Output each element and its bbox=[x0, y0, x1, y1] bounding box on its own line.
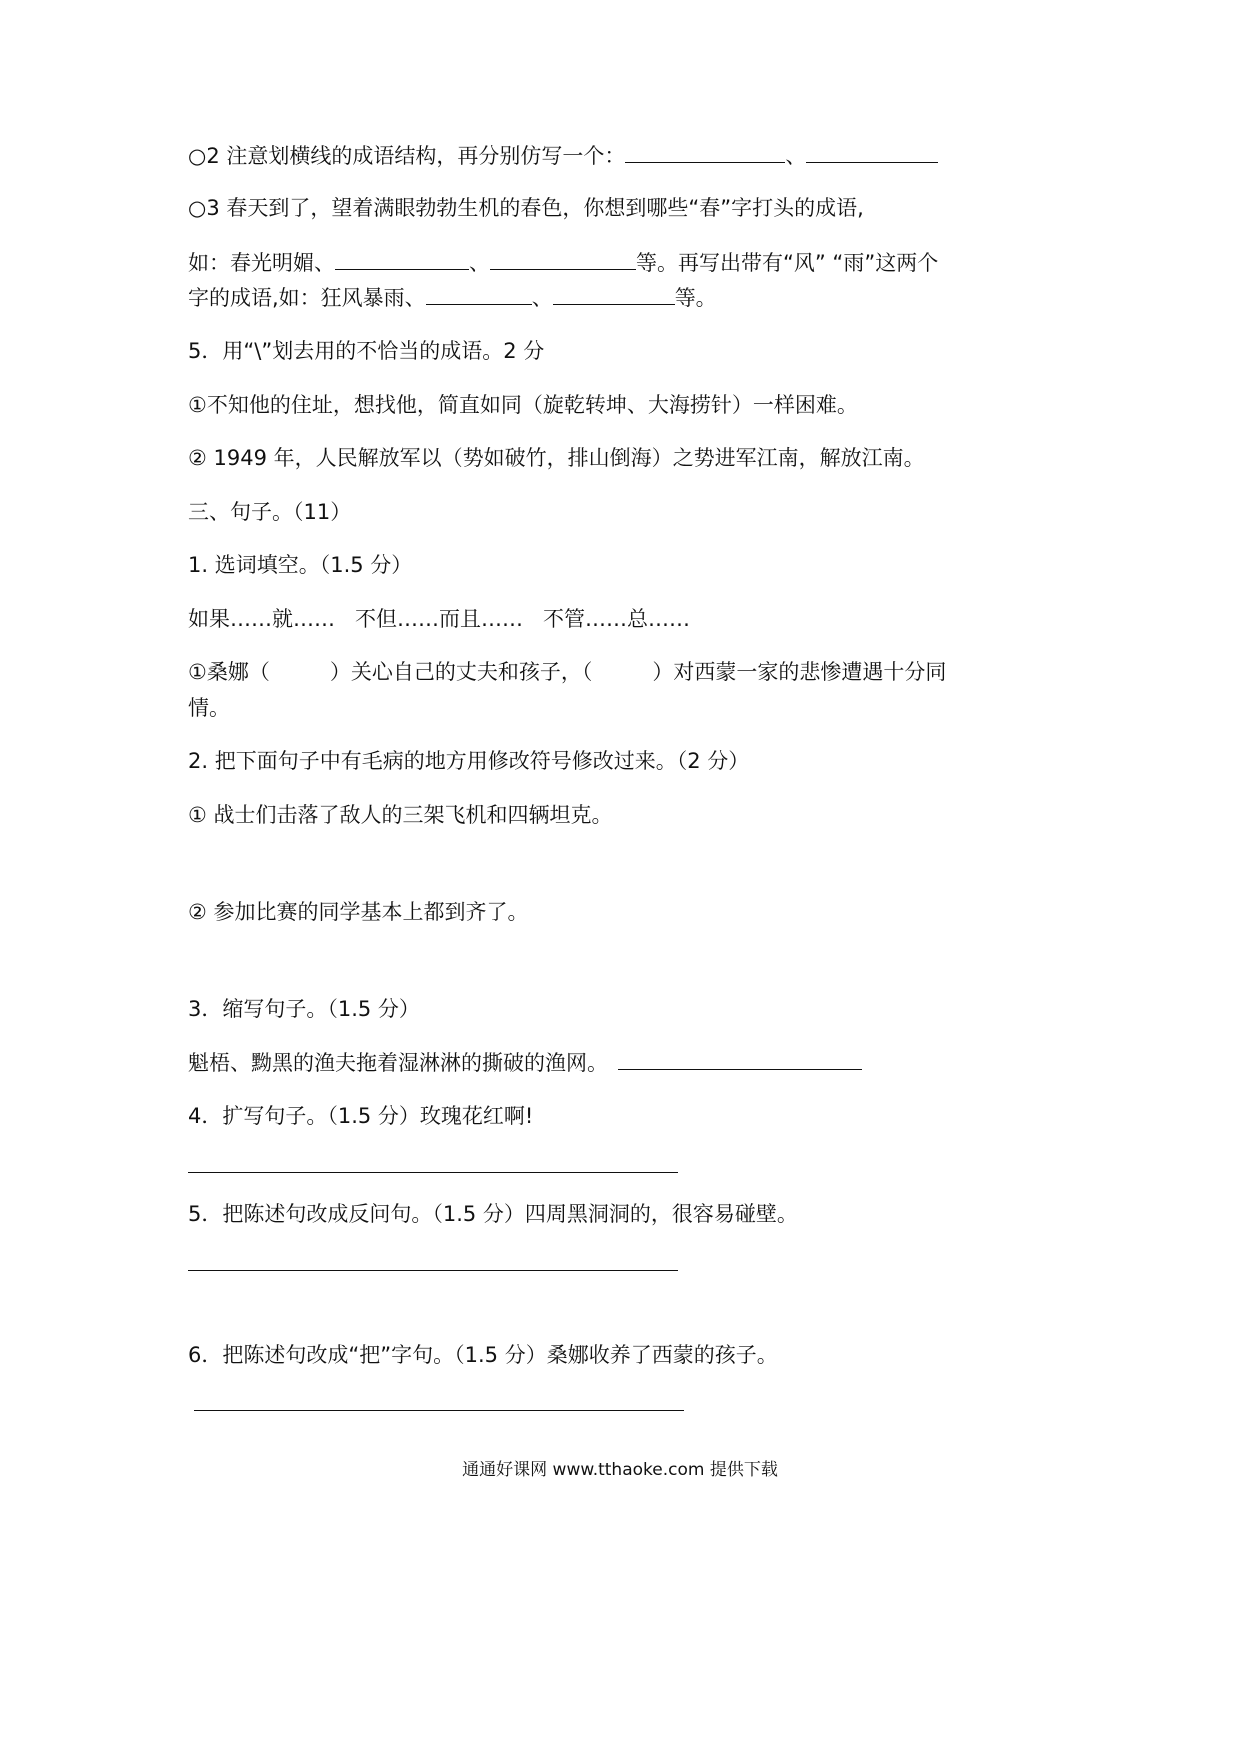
sec3-q4-title: 4．扩写句子。（1.5 分）玫瑰花红啊! bbox=[188, 1104, 534, 1128]
q1-item-text-b: ）关心自己的丈夫和孩子，（ bbox=[329, 660, 593, 684]
sec3-q1-options bbox=[188, 604, 690, 634]
option-1: 如果……就…… bbox=[188, 607, 335, 631]
q2-blank-2[interactable] bbox=[806, 140, 938, 163]
sec3-q2-title: 2. 把下面句子中有毛病的地方用修改符号修改过来。（2 分） bbox=[188, 749, 750, 773]
sec3-q1-item bbox=[188, 657, 946, 687]
q6-answer-line[interactable] bbox=[194, 1410, 684, 1411]
sec3-title: 三、句子。（11） bbox=[188, 500, 352, 524]
s5-title: 5．用“\”划去用的不恰当的成语。2 分 bbox=[188, 339, 545, 363]
q3-line3 bbox=[188, 282, 717, 313]
sec3-q5-title: 5．把陈述句改成反问句。（1.5 分）四周黑洞洞的，很容易碰壁。 bbox=[188, 1202, 798, 1226]
q3-line2 bbox=[188, 247, 938, 278]
s5-item1: ①不知他的住址，想找他，简直如同（旋乾转坤、大海捞针）一样困难。 bbox=[188, 393, 858, 417]
q3-line2-text-b: 等。再写出带有“风” “雨”这两个 bbox=[636, 251, 939, 275]
q3-line3-text-a: 字的成语,如：狂风暴雨、 bbox=[188, 286, 426, 310]
q3-sentence: 魁梧、黝黑的渔夫拖着湿淋淋的撕破的渔网。 bbox=[188, 1051, 608, 1075]
q3-blank-4[interactable] bbox=[553, 282, 675, 305]
option-3: 不管……总…… bbox=[543, 607, 690, 631]
q2-label: ○2 注意划横线的成语结构，再分别仿写一个： bbox=[188, 144, 626, 168]
option-2: 不但……而且…… bbox=[355, 607, 523, 631]
q5-answer-line[interactable] bbox=[188, 1270, 678, 1271]
q3-blank-3[interactable] bbox=[426, 282, 532, 305]
q3-line2-sep: 、 bbox=[469, 251, 490, 275]
q2-blank-1[interactable] bbox=[625, 140, 785, 163]
footer: 通通好课网 www.tthaoke.com 提供下载 bbox=[462, 1460, 778, 1480]
s5-item2: ② 1949 年，人民解放军以（势如破竹，排山倒海）之势进军江南，解放江南。 bbox=[188, 446, 925, 470]
q2-sep: 、 bbox=[785, 144, 807, 168]
q1-item-text-c: ）对西蒙一家的悲惨遭遇十分同 bbox=[652, 660, 947, 684]
q4-answer-line[interactable] bbox=[188, 1172, 678, 1173]
q3-blank-2[interactable] bbox=[490, 247, 636, 270]
sec3-q2-item1: ① 战士们击落了敌人的三架飞机和四辆坦克。 bbox=[188, 803, 613, 827]
q3-answer-blank[interactable] bbox=[618, 1047, 862, 1070]
q3-line3-text-b: 等。 bbox=[674, 286, 717, 310]
sec3-q3-title: 3．缩写句子。（1.5 分） bbox=[188, 997, 420, 1021]
sec3-q3-line bbox=[188, 1047, 862, 1078]
q3-line2-text-a: 如：春光明媚、 bbox=[188, 251, 335, 275]
sec3-q1-item-end: 情。 bbox=[188, 696, 230, 720]
sec3-q1-title: 1. 选词填空。（1.5 分） bbox=[188, 553, 413, 577]
sec3-q6-title: 6．把陈述句改成“把”字句。（1.5 分）桑娜收养了西蒙的孩子。 bbox=[188, 1343, 778, 1367]
q1-item-text-a: ①桑娜（ bbox=[188, 660, 270, 684]
q3-line1: ○3 春天到了，望着满眼勃勃生机的春色，你想到哪些“春”字打头的成语, bbox=[188, 196, 864, 220]
q3-line3-sep: 、 bbox=[531, 286, 553, 310]
q2-line bbox=[188, 140, 938, 171]
q3-blank-1[interactable] bbox=[335, 247, 469, 270]
sec3-q2-item2: ② 参加比赛的同学基本上都到齐了。 bbox=[188, 900, 529, 924]
